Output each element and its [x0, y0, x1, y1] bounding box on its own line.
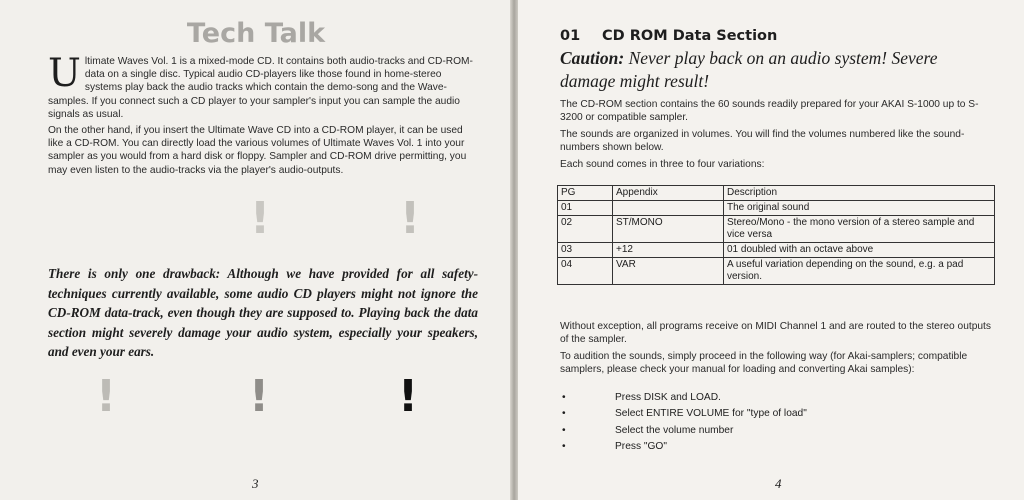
paragraph-midi: Without exception, all programs receive on MIDI Channel 1 and are routed to the stereo outputs of the sampler.: [560, 321, 991, 345]
section-title: CD ROM Data Section: [602, 28, 778, 44]
caution-label: Caution:: [560, 48, 625, 68]
exclamation-icon: !: [96, 371, 117, 422]
page-number: 4: [775, 476, 782, 491]
paragraph-variations: Each sound comes in three to four variations:: [560, 159, 765, 170]
exclamation-icon: !: [249, 371, 270, 422]
table-row: [558, 216, 995, 243]
list-item: • Press DISK and LOAD.: [560, 390, 807, 406]
variations-table: [557, 185, 995, 285]
table-row: [558, 258, 995, 285]
table-cell: VAR: [613, 258, 724, 285]
table-header-row: [558, 186, 995, 201]
steps-list: [560, 390, 807, 455]
table-cell: 01 doubled with an octave above: [724, 243, 995, 258]
table-cell: +12: [613, 243, 724, 258]
exclamation-icon: !: [400, 193, 421, 244]
page-number: 3: [252, 476, 259, 491]
intro-text: [48, 51, 478, 177]
table-header-cell: PG: [558, 186, 613, 201]
page-title: Tech Talk: [186, 18, 326, 49]
section-heading: [560, 28, 777, 44]
table-cell: Stereo/Mono - the mono version of a stereo sample and vice versa: [724, 216, 995, 243]
table-cell: 03: [558, 243, 613, 258]
right-page: [518, 0, 1024, 500]
table-cell: 02: [558, 216, 613, 243]
drop-cap: U: [48, 51, 81, 96]
paragraph-audition: To audition the sounds, simply proceed in the following way (for Akai-samplers; compatible samplers, please check your manual for loading and converting Akai samples):: [560, 351, 968, 375]
caution-notice: [560, 47, 992, 93]
instructions-text: [560, 320, 995, 380]
table-cell: A useful variation depending on the sound, e.g. a pad version.: [724, 258, 995, 285]
section-number: 01: [560, 28, 581, 44]
list-item: • Press "GO": [560, 439, 807, 455]
table-row: [558, 243, 995, 258]
table-cell: The original sound: [724, 201, 995, 216]
intro-paragraph-2: On the other hand, if you insert the Ultimate Wave CD into a CD-ROM player, it can be used like a CD-ROM. You can directly load the various volumes of Ultimate Waves Vol. 1 into your sampler as you would from a hard disk or floppy. Sampler and CD-ROM drive permitting, you may even listen to the audio-tracks via the player's audio-outputs.: [48, 125, 467, 176]
table-header-cell: Appendix: [613, 186, 724, 201]
table-header-cell: Description: [724, 186, 995, 201]
exclamation-icon: !: [250, 193, 271, 244]
warning-paragraph: There is only one drawback: Although we have provided for all safety-techniques currently available, some audio CD players might not ignore the CD-ROM data-track, even though they are supposed to. Playing back the data section might severely damage your audio system, especially your speakers, and even your ears.: [48, 266, 478, 359]
list-item: • Select the volume number: [560, 423, 807, 439]
caution-text: Never play back on an audio system! Severe damage might result!: [560, 48, 938, 91]
intro-paragraph-1: ltimate Waves Vol. 1 is a mixed-mode CD. It contains both audio-tracks and CD-ROM-data on a single disc. Typical audio CD-players like those found in home-stereo systems play back the audio tracks which contain the demo-song and the Wave-samples. If you connect such a CD player to your sampler's input you can sample the audio signals as usual.: [48, 56, 473, 120]
table-cell: 01: [558, 201, 613, 216]
table-cell: [613, 201, 724, 216]
paragraph-volumes: The sounds are organized in volumes. You will find the volumes numbered like the sound-numbers shown below.: [560, 129, 965, 153]
list-item: • Select ENTIRE VOLUME for "type of load": [560, 406, 807, 422]
table-row: [558, 201, 995, 216]
intro-text: [560, 98, 995, 175]
table-cell: 04: [558, 258, 613, 285]
table-cell: ST/MONO: [613, 216, 724, 243]
paragraph-sounds: The CD-ROM section contains the 60 sounds readily prepared for your AKAI S-1000 up to S-3200 or compatible sampler.: [560, 99, 979, 123]
exclamation-icon: !: [398, 371, 419, 422]
